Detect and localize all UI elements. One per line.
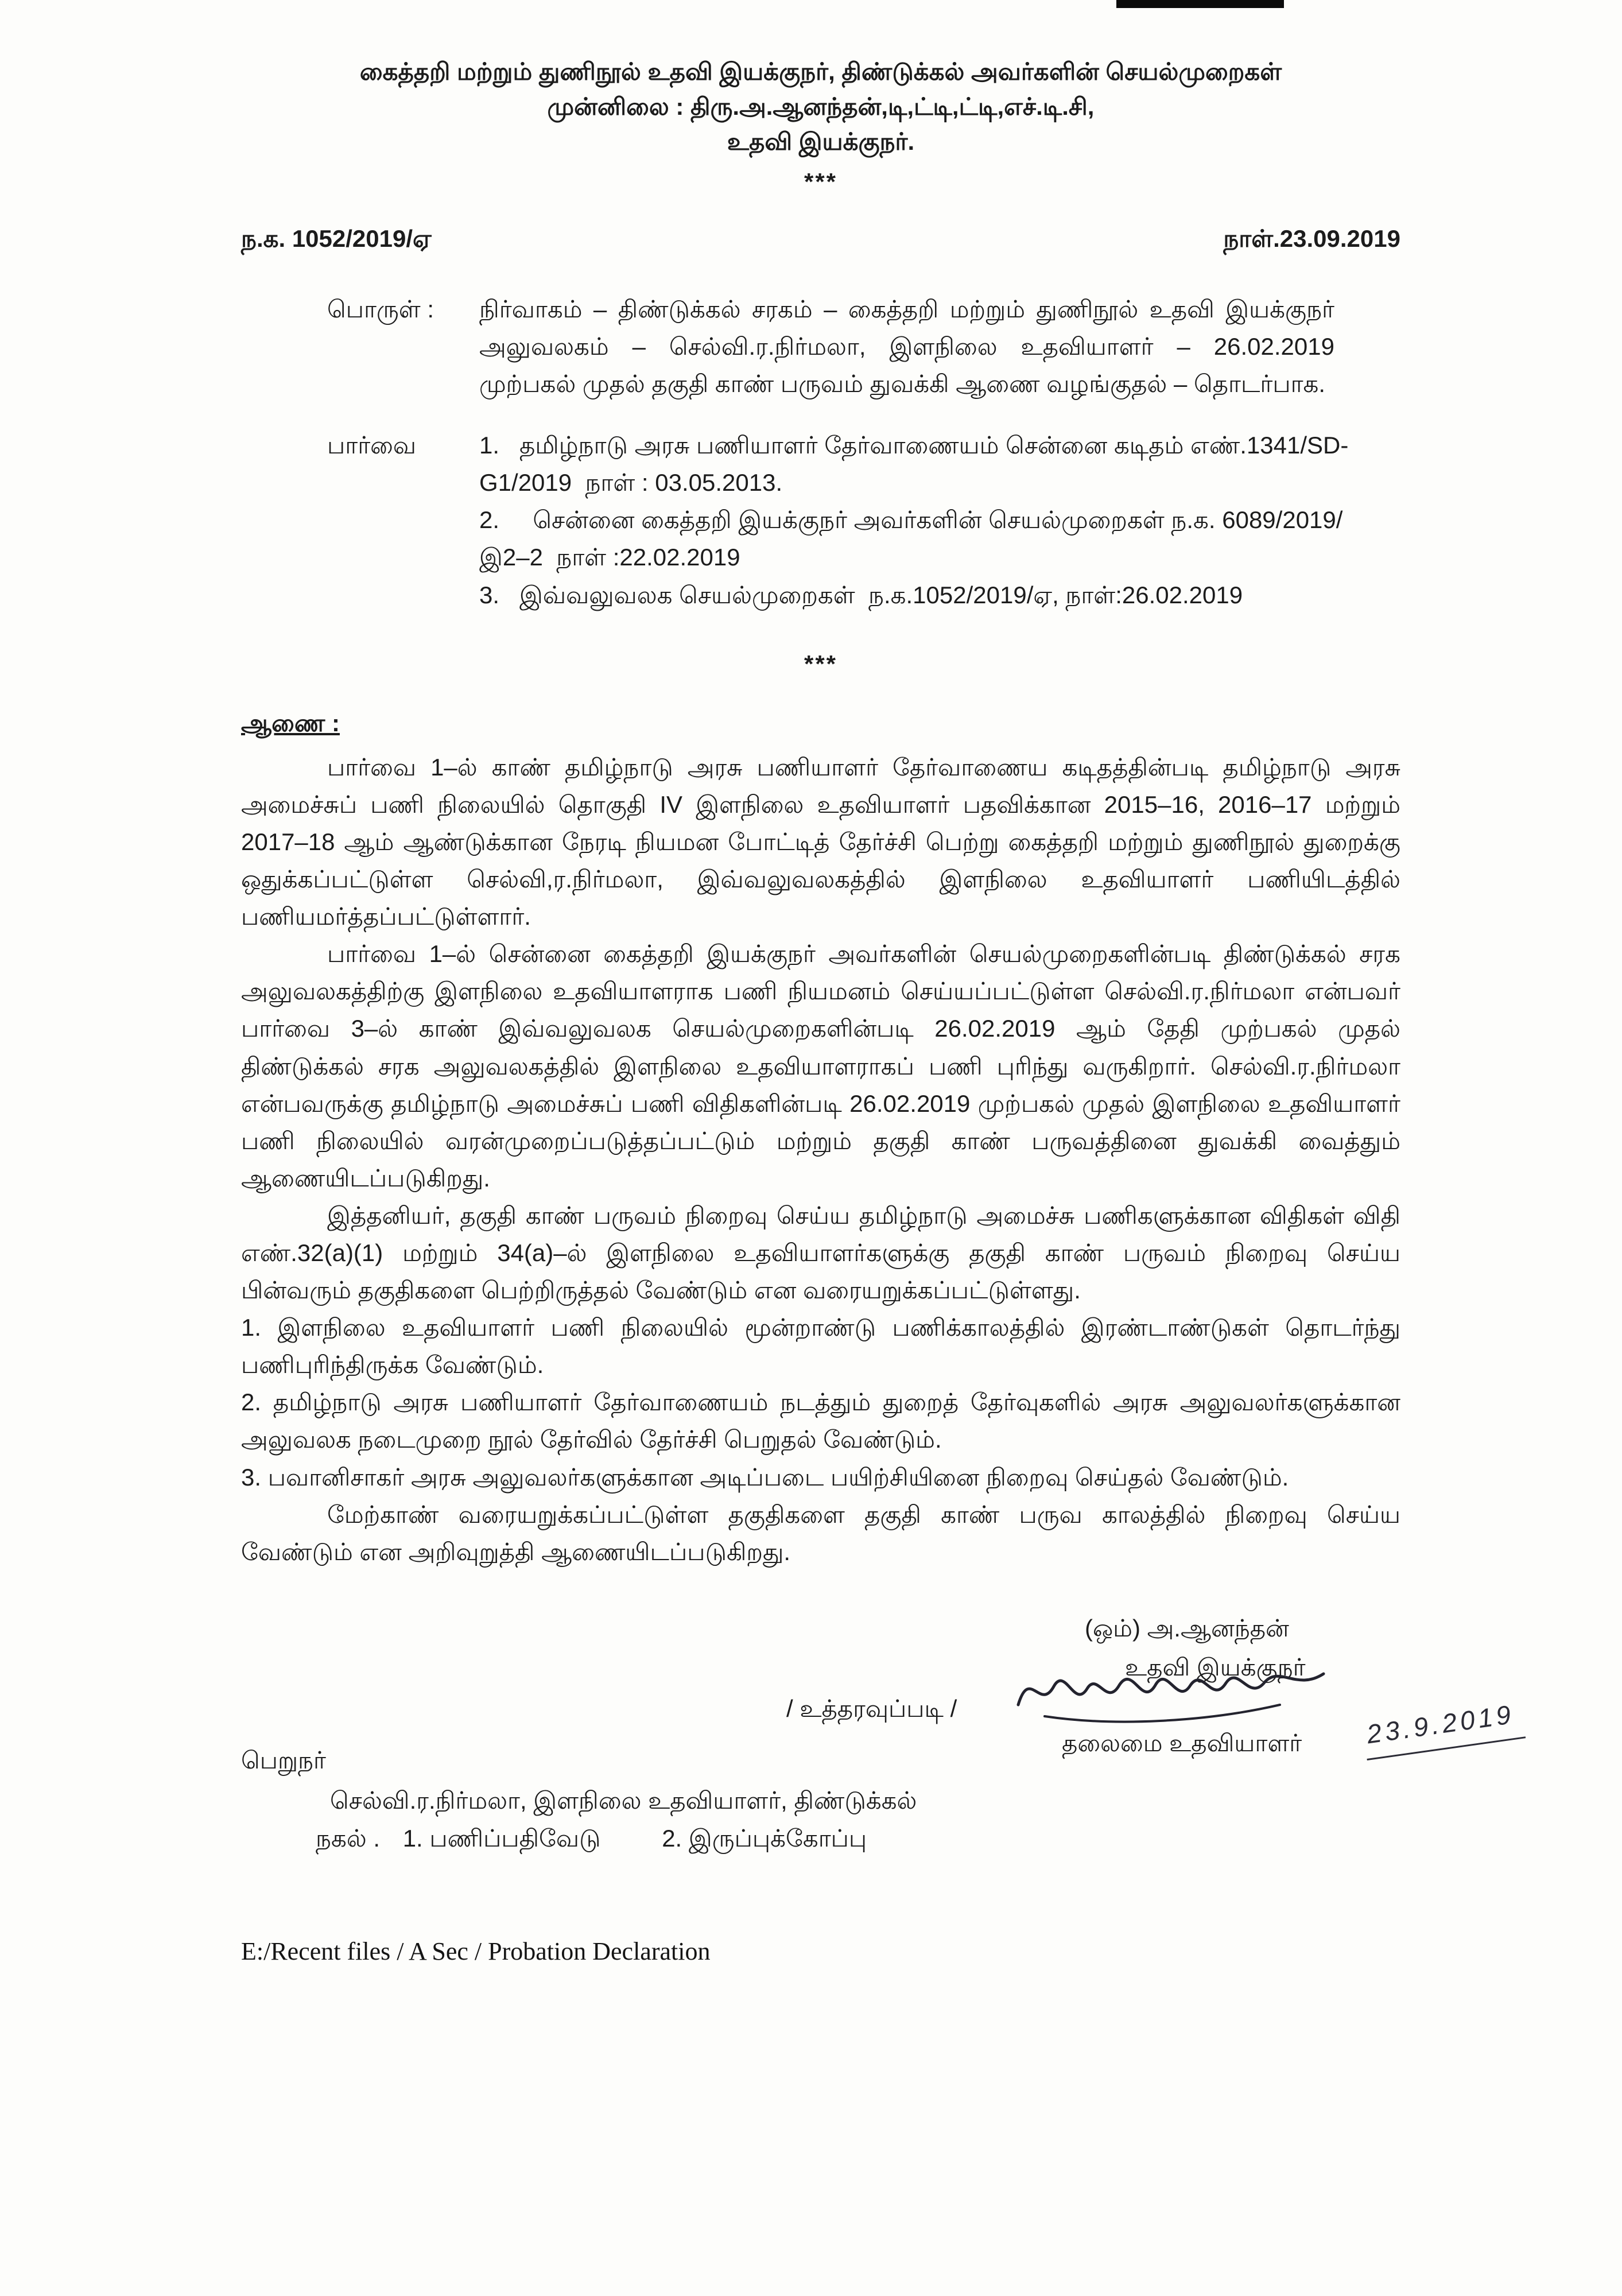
references-list bbox=[479, 426, 1375, 613]
subject-text: நிர்வாகம் – திண்டுக்கல் சரகம் – கைத்தறி மற்றும் துணிநூல் உதவி இயக்குநர் அலுவலகம் – செல்வி.ர.நிர்மலா, இளநிலை உதவியாளர் – 26.02.2019 முற்பகல் முதல் தகுதி காண் பருவம் துவக்கி ஆணை வழங்குதல் – தொடர்பாக. bbox=[479, 295, 1334, 398]
copies-label: நகல் . bbox=[316, 1824, 381, 1852]
condition-item-2: 2. தமிழ்நாடு அரசு பணியாளர் தேர்வாணையம் நடத்தும் துறைத் தேர்வுகளில் அரசு அலுவலர்களுக்கான அலுவலக நடைமுறை நூல் தேர்வில் தேர்ச்சி பெறுதல் வேண்டும். bbox=[241, 1389, 1400, 1453]
signature-area bbox=[241, 1593, 1516, 1869]
closing-paragraph: மேற்காண் வரையறுக்கப்பட்டுள்ள தகுதிகளை தகுதி காண் பருவ காலத்தில் நிறைவு செய்ய வேண்டும் என அறிவுறுத்தி ஆணையிடப்படுகிறது. bbox=[241, 1500, 1400, 1565]
section-separator-stars: *** bbox=[804, 650, 838, 677]
head-assistant-label: தலைமை உதவியாளர் bbox=[1062, 1729, 1302, 1756]
reference-item-2: 2. சென்னை கைத்தறி இயக்குநர் அவர்களின் செயல்முறைகள் ந.க. 6089/2019/இ2–2 நாள் :22.02.2019 bbox=[479, 506, 1343, 571]
order-paragraph-1: பார்வை 1–ல் காண் தமிழ்நாடு அரசு பணியாளர் தேர்வாணைய கடிதத்தின்படி தமிழ்நாடு அரசு அமைச்சுப் பணி நிலையில் தொகுதி IV இளநிலை உதவியாளர் பதவிக்கான 2015–16, 2016–17 மற்றும் 2017–18 ஆம் ஆண்டுக்கான நேரடி நியமன போட்டித் தேர்ச்சி பெற்று கைத்தறி மற்றும் துணிநூல் துறைக்கு ஒதுக்கப்பட்டுள்ள செல்வி,ர.நிர்மலா, இவ்வலுவலகத்தில் இளநிலை உதவியாளர் பணியிடத்தில் பணியமர்த்தப்பட்டுள்ளார். bbox=[241, 753, 1400, 930]
file-number: ந.க. 1052/2019/ஏ bbox=[241, 224, 432, 252]
condition-item-3: 3. பவானிசாகர் அரசு அலுவலர்களுக்கான அடிப்படை பயிற்சியினை நிறைவு செய்தல் வேண்டும். bbox=[241, 1463, 1289, 1491]
references-block bbox=[327, 426, 1400, 613]
reference-row bbox=[241, 220, 1400, 257]
document-date: நாள்.23.09.2019 bbox=[1223, 224, 1400, 252]
header-office-line: கைத்தறி மற்றும் துணிநூல் உதவி இயக்குநர், திண்டுக்கல் அவர்களின் செயல்முறைகள் bbox=[359, 58, 1282, 85]
order-paragraph-2: பார்வை 1–ல் சென்னை கைத்தறி இயக்குநர் அவர்களின் செயல்முறைகளின்படி திண்டுக்கல் சரக அலுவலகத்திற்கு இளநிலை உதவியாளராக பணி நியமனம் செய்யப்பட்டுள்ள செல்வி.ர.நிர்மலா என்பவர் பார்வை 3–ல் காண் இவ்வலுவலக செயல்முறைகளின்படி 26.02.2019 ஆம் தேதி முற்பகல் முதல் திண்டுக்கல் சரக அலுவலகத்தில் இளநிலை உதவியாளராகப் பணி புரிந்து வருகிறார். செல்வி.ர.நிர்மலா என்பவருக்கு தமிழ்நாடு அமைச்சுப் பணி விதிகளின்படி 26.02.2019 முற்பகல் முதல் இளநிலை உதவியாளர் பணி நிலையில் வரன்முறைப்படுத்தப்பட்டும் மற்றும் தகுதி காண் பருவத்தினை துவக்கி வைத்தும் ஆணையிடப்படுகிறது. bbox=[241, 940, 1400, 1192]
header-designation-line: உதவி இயக்குநர். bbox=[727, 127, 915, 155]
header-separator-stars: *** bbox=[804, 168, 838, 195]
copy-item-2: 2. இருப்புக்கோப்பு bbox=[662, 1824, 867, 1852]
recipient-line: செல்வி.ர.நிர்மலா, இளநிலை உதவியாளர், திண்டுக்கல் bbox=[330, 1786, 917, 1814]
reference-item-1: 1. தமிழ்நாடு அரசு பணியாளர் தேர்வாணையம் சென்னை கடிதம் எண்.1341/SD-G1/2019 நாள் : 03.05.2013. bbox=[479, 432, 1349, 497]
copies-line bbox=[316, 1820, 867, 1857]
reference-item-3: 3. இவ்வலுவலக செயல்முறைகள் ந.க.1052/2019/ஏ, நாள்:26.02.2019 bbox=[479, 581, 1243, 608]
signatory-designation: உதவி இயக்குநர் bbox=[1125, 1653, 1306, 1681]
handwritten-date: 23.9.2019 bbox=[1361, 1693, 1526, 1760]
by-order-label: / உத்தரவுப்படி / bbox=[786, 1694, 957, 1722]
document-header bbox=[241, 55, 1400, 200]
order-heading: ஆணை : bbox=[241, 709, 340, 736]
recipient-label: பெறுநர் bbox=[241, 1746, 326, 1774]
handwritten-signature-ink bbox=[1010, 1657, 1332, 1731]
header-presence-line: முன்னிலை : திரு.அ.ஆனந்தன்,டி,ட்டி,ட்டி,எச்.டி.சி, bbox=[547, 92, 1095, 120]
copy-item-1: 1. பணிப்பதிவேடு bbox=[402, 1824, 601, 1852]
file-path-line: E:/Recent files / A Sec / Probation Declaration bbox=[241, 1937, 711, 1965]
condition-item-1: 1. இளநிலை உதவியாளர் பணி நிலையில் மூன்றாண்டு பணிக்காலத்தில் இரண்டாண்டுகள் தொடர்ந்து பணிபுரிந்திருக்க வேண்டும். bbox=[241, 1314, 1400, 1379]
subject-block bbox=[327, 290, 1400, 402]
subject-label: பொருள் : bbox=[327, 295, 434, 323]
signatory-name: (ஒம்) அ.ஆனந்தன் bbox=[1085, 1614, 1289, 1642]
references-label: பார்வை bbox=[327, 432, 417, 459]
order-paragraph-3: இத்தனியர், தகுதி காண் பருவம் நிறைவு செய்ய தமிழ்நாடு அமைச்சு பணிகளுக்கான விதிகள் விதி எண்.32(a)(1) மற்றும் 34(a)–ல் இளநிலை உதவியாளர்களுக்கு தகுதி காண் பருவம் நிறைவு செய்ய பின்வரும் தகுதிகளை பெற்றிருத்தல் வேண்டும் என வரையறுக்கப்பட்டுள்ளது. bbox=[241, 1201, 1400, 1304]
scan-artifact-bar bbox=[1116, 0, 1284, 8]
